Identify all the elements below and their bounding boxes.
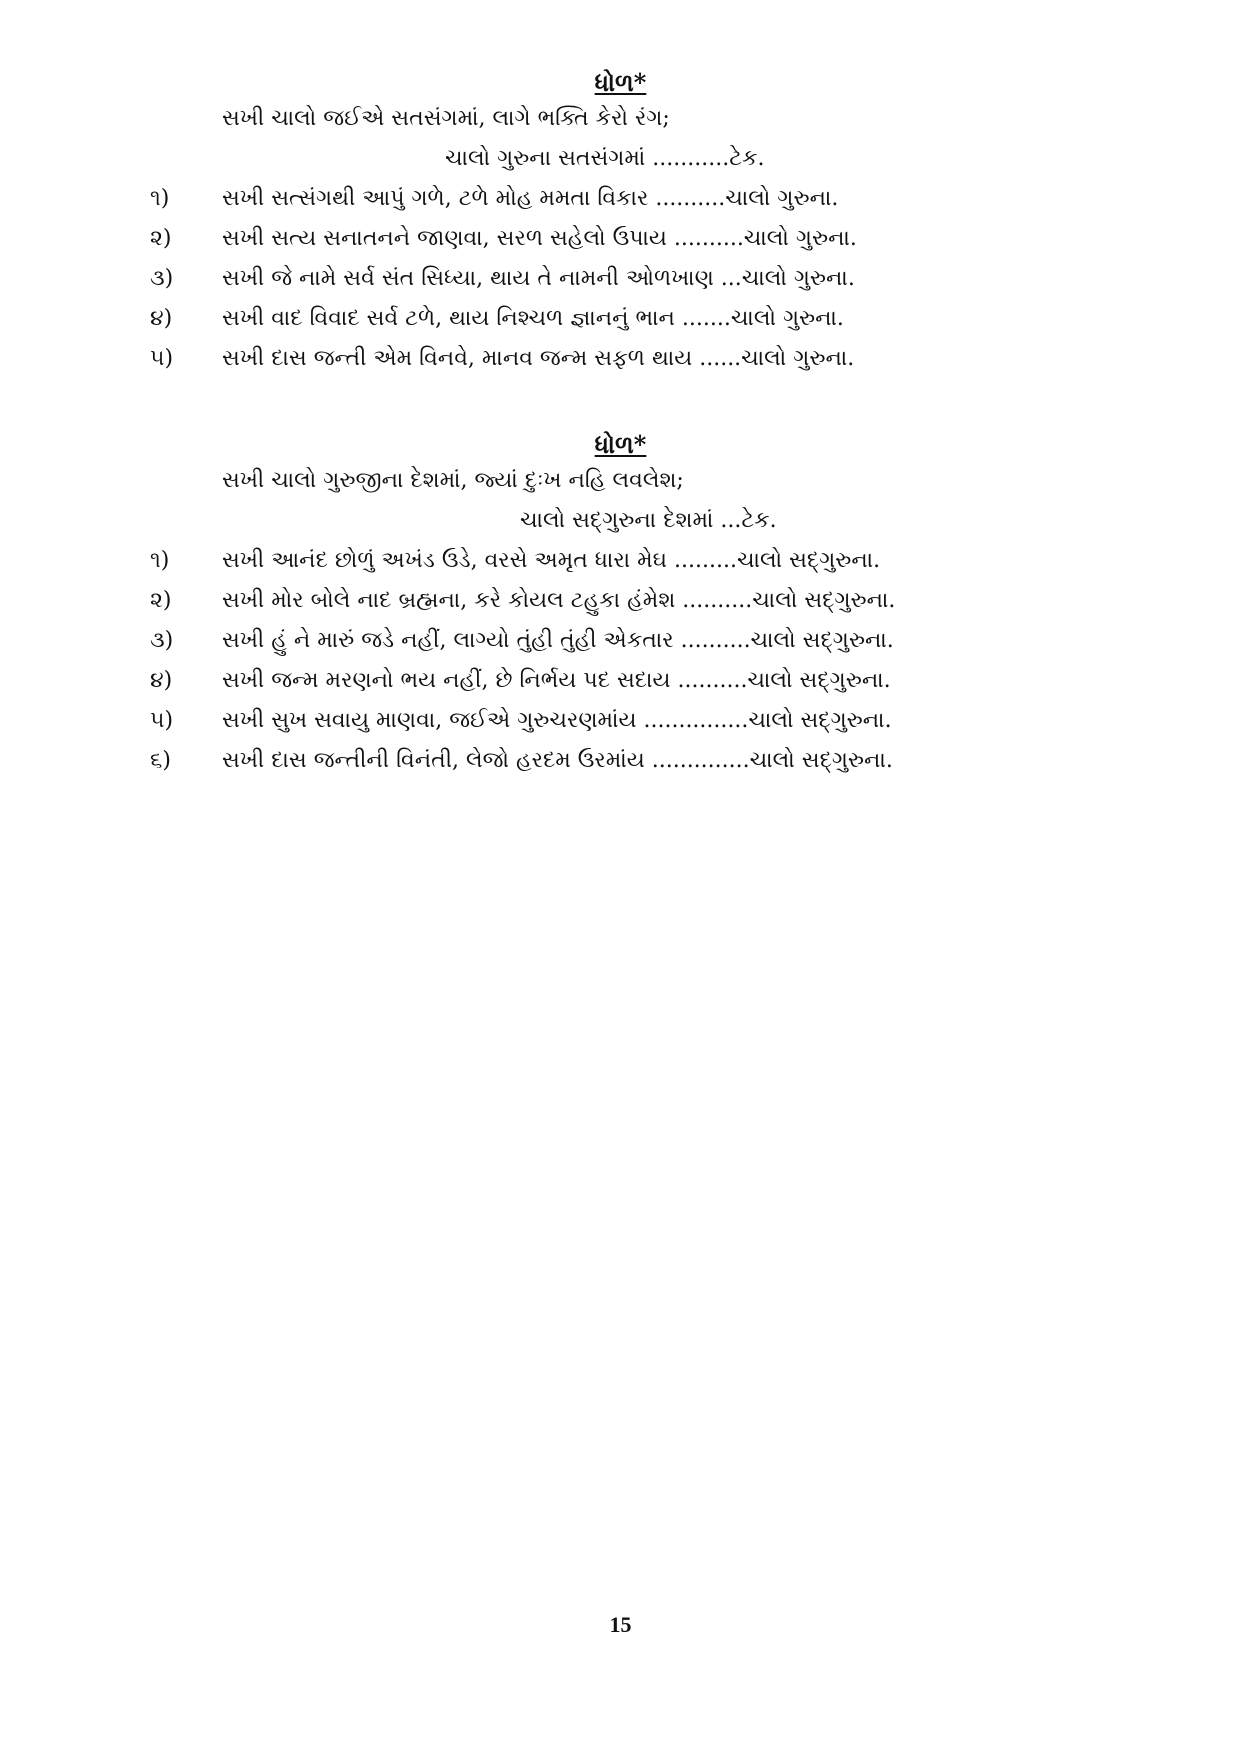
verse-text: સખી જે નામે સર્વ સંત સિધ્યા, થાય તે નામની ઓળખાણ ...ચાલો ગુરુના. xyxy=(222,266,855,291)
verse-text: સખી આનંદ છોળું અખંડ ઉડે, વરસે અમૃત ધારા મેઘ .........ચાલો સદ્ગુરુના. xyxy=(222,548,881,573)
verse-text: સખી હું ને મારું જડે નહીં, લાગ્યો તુંહી તુંહી એકતાર ..........ચાલો સદ્ગુરુના. xyxy=(222,628,894,653)
verse-text: સખી સત્સંગથી આપું ગળે, ટળે મોહ મમતા વિકાર ..........ચાલો ગુરુના. xyxy=(222,186,839,211)
verse-text: સખી સત્ય સનાતનને જાણવા, સરળ સહેલો ઉપાય ..........ચાલો ગુરુના. xyxy=(222,226,857,251)
verse-text: સખી મોર બોલે નાદ બ્રહ્મના, કરે કોયલ ટહુકા હંમેશ ..........ચાલો સદ્ગુરુના. xyxy=(222,588,896,613)
verse-number: ૫) xyxy=(150,346,174,371)
verse-number: ૪) xyxy=(150,306,173,331)
refrain-line: ચાલો ગુરુના સતસંગમાં ...........ટેક. xyxy=(445,146,765,171)
verse-text: સખી જન્મ મરણનો ભય નહીં, છે નિર્ભય પદ સદાય ..........ચાલો સદ્ગુરુના. xyxy=(222,668,891,693)
section-heading: ધોળ* xyxy=(594,430,647,459)
intro-line: સખી ચાલો ગુરુજીના દેશમાં, જ્યાં દુઃખ નહિ લવલેશ; xyxy=(222,468,684,493)
section-heading: ધોળ* xyxy=(594,68,647,97)
verse-number: ૧) xyxy=(150,548,170,573)
verse-text: સખી વાદ વિવાદ સર્વ ટળે, થાય નિશ્ચળ જ્ઞાનનું ભાન .......ચાલો ગુરુના. xyxy=(222,306,844,331)
verse-number: ૫) xyxy=(150,708,174,733)
verse-number: ૨) xyxy=(150,588,172,613)
refrain-line: ચાલો સદ્ગુરુના દેશમાં ...ટેક. xyxy=(520,508,777,533)
verse-number: ૬) xyxy=(150,748,171,773)
intro-line: સખી ચાલો જઈએ સતસંગમાં, લાગે ભક્તિ કેરો રંગ; xyxy=(222,106,670,131)
verse-number: ૩) xyxy=(150,628,174,653)
verse-text: સખી દાસ જન્તી એમ વિનવે, માનવ જન્મ સફળ થાય ......ચાલો ગુરુના. xyxy=(222,346,855,371)
verse-text: સખી દાસ જન્તીની વિનંતી, લેજો હરદમ ઉરમાંય ..............ચાલો સદ્ગુરુના. xyxy=(222,748,893,773)
verse-number: ૧) xyxy=(150,186,170,211)
page-number: 15 xyxy=(609,1612,632,1637)
verse-number: ૨) xyxy=(150,226,172,251)
verse-text: સખી સુખ સવાયુ માણવા, જઈએ ગુરુચરણમાંય ...............ચાલો સદ્ગુરુના. xyxy=(222,708,892,733)
verse-number: ૪) xyxy=(150,668,173,693)
verse-number: ૩) xyxy=(150,266,174,291)
